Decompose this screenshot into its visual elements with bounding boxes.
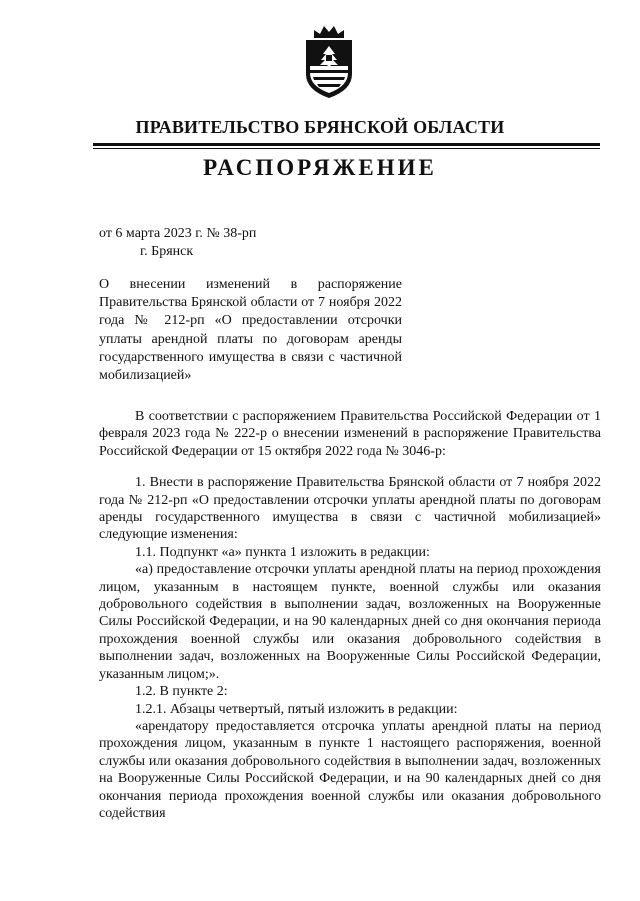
paragraph-1-2: 1.2. В пункте 2: [135,684,228,700]
paragraph-1-2-1: 1.2.1. Абзацы четвертый, пятый изложить в редакции: [135,701,458,717]
coat-of-arms-icon [300,24,358,100]
paragraph-1-1: 1.1. Подпункт «а» пункта 1 изложить в редакции: [135,544,430,560]
document-date-number: от 6 марта 2023 г. № 38-рп [99,226,257,241]
preamble-paragraph: В соответствии с распоряжением Правительства Российской Федерации от 1 февраля 2023 года № 222-р о внесении изменений в распоряжение Правительства Российской Федерации от 15 октября 2022 года № 3046-р: [99,409,601,459]
header-rule-thick [93,143,600,146]
document-body [99,408,601,822]
document-subject: О внесении изменений в распоряжение Правительства Брянской области от 7 ноября 2022 года № 212-рп «О предоставлении отсрочки уплаты арендной платы по договорам аренды государственного имущества в связи с частичной мобилизацией» [99,277,402,384]
paragraph-1: 1. Внести в распоряжение Правительства Брянской области от 7 ноября 2022 года № 212-рп «О предоставлении отсрочки уплаты арендной платы по договорам аренды государственного имущества в связи с частичной мобилизацией» следующие изменения: [99,475,601,543]
document-city: г. Брянск [140,244,194,259]
government-title: ПРАВИТЕЛЬСТВО БРЯНСКОЙ ОБЛАСТИ [135,117,505,137]
paragraph-1-1-text: «а) предоставление отсрочки уплаты арендной платы на период прохождения лицом, указанным в настоящем пункте, военной службы или оказания добровольного содействия в выполнении задач, возложенных на Вооруженные Силы Российской Федерации, и на 90 календарных дней со дня окончания периода прохождения военной службы или оказания добровольного содействия в выполнении задач, возложенных на Вооруженные Силы Российской Федерации, указанным лицом;». [99,562,601,682]
header-rule-thin [93,148,600,149]
document-type-title: РАСПОРЯЖЕНИЕ [203,155,437,180]
paragraph-1-2-1-text: «арендатору предоставляется отсрочка уплаты арендной платы на период прохождения лицом, указанным в пункте 1 настоящего распоряжения, военной службы или оказания добровольного содействия в выполнении задач, возложенных на Вооруженные Силы Российской Федерации, и на 90 календарных дней со дня окончания периода прохождения военной службы или оказания добровольного содействия [99,718,601,821]
